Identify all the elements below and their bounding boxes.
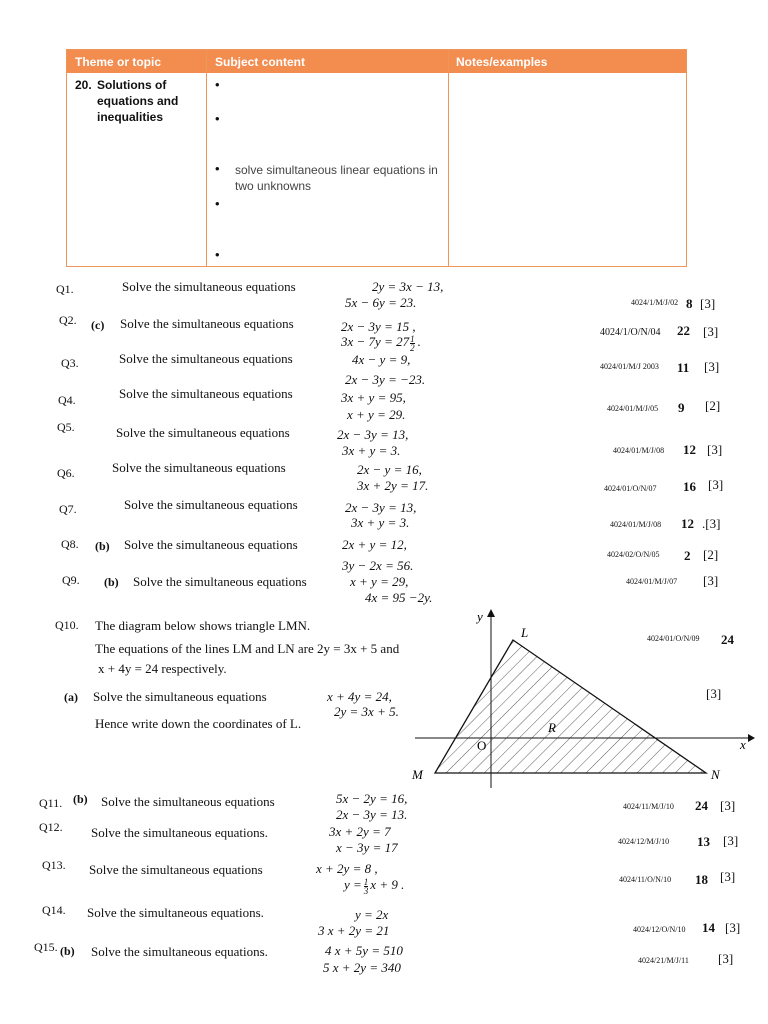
question-text: Solve the simultaneous equations	[101, 794, 275, 809]
question-label: Q1.	[56, 282, 74, 296]
bullet-icon: •	[215, 77, 220, 92]
question-label: Q7.	[59, 502, 77, 516]
paper-code: 4024/01/O/N/07	[604, 484, 657, 493]
question-text: Solve the simultaneous equations	[122, 279, 296, 294]
column-divider	[448, 50, 449, 266]
paper-code: 4024/01/M/J/08	[613, 446, 665, 455]
paper-code: 4024/11/O/N/10	[619, 875, 672, 884]
question-number: 2	[684, 548, 691, 563]
equation: 3 x + 2y = 21	[318, 923, 390, 938]
bullet-icon: •	[215, 161, 220, 176]
part-label: (b)	[104, 575, 119, 589]
question-label: Q12.	[39, 820, 63, 834]
question-label: Q4.	[58, 393, 76, 407]
question-text: Solve the simultaneous equations	[119, 351, 293, 366]
header-subject: Subject content	[215, 55, 306, 69]
question-text: x + 4y = 24 respectively.	[98, 661, 227, 676]
question-label: Q3.	[61, 356, 79, 370]
question-label: Q5.	[57, 420, 75, 434]
equation: y = 2x	[355, 907, 389, 922]
question-text: Solve the simultaneous equations.	[87, 905, 264, 920]
equation: x + 4y = 24,	[327, 689, 392, 704]
origin-label: O	[477, 738, 487, 753]
marks: [3]	[704, 359, 720, 374]
equation: 3x + y = 3.	[342, 443, 401, 458]
marks: [3]	[703, 324, 719, 339]
marks: [3]	[708, 477, 724, 492]
equation: 3x − 7y = 27 $\frac{1}{2}$ .	[341, 333, 421, 353]
question-number: 24	[721, 632, 734, 647]
question-number: 12	[681, 516, 694, 531]
question-text: The equations of the lines LM and LN are 2y = 3x + 5 and	[95, 641, 400, 656]
part-label: (c)	[91, 318, 105, 332]
marks: [3]	[720, 869, 736, 884]
paper-code: 4024/01/M/J/05	[607, 404, 659, 413]
header-theme: Theme or topic	[75, 55, 162, 69]
bullet-icon: •	[215, 111, 220, 126]
equation: 2x − 3y = 15 ,	[341, 319, 416, 334]
equation: 4 x + 5y = 510	[325, 943, 403, 958]
equation: 2y = 3x − 13,	[372, 279, 444, 294]
question-number: 13	[697, 834, 710, 849]
equation: 2x − 3y = −23.	[345, 372, 426, 387]
question-text: Solve the simultaneous equations	[119, 386, 293, 401]
question-text: Solve the simultaneous equations	[133, 574, 307, 589]
equation: 2x − y = 16,	[357, 462, 422, 477]
equation: 2x − 3y = 13.	[336, 807, 408, 822]
paper-code: 4024/12/O/N/10	[633, 925, 686, 934]
question-text: Solve the simultaneous equations	[112, 460, 286, 475]
topic-title: Solutions of equations and inequalities	[97, 78, 179, 124]
question-label: Q13.	[42, 858, 66, 872]
marks: [3]	[703, 573, 719, 588]
question-number: 16	[683, 479, 696, 494]
question-label: Q2.	[59, 313, 77, 327]
bullet-icon: •	[215, 196, 220, 211]
paper-code: 4024/12/M/J/10	[618, 837, 670, 846]
x-axis-arrow	[748, 734, 755, 742]
question-text: Hence write down the coordinates of L.	[95, 716, 302, 731]
paper-code: 4024/01/M/J/07	[626, 577, 678, 586]
question-label: Q9.	[62, 573, 80, 587]
question-number: 14	[702, 920, 715, 935]
bullet-icon: •	[215, 247, 220, 262]
question-label: Q10.	[55, 618, 79, 632]
equation: x + y = 29,	[350, 574, 409, 589]
topic-number: 20.	[75, 78, 92, 92]
question-number: 18	[695, 872, 708, 887]
marks: [3]	[718, 951, 734, 966]
equation: 2x + y = 12,	[342, 537, 407, 552]
region-r-label: R	[548, 720, 556, 735]
question-label: Q8.	[61, 537, 79, 551]
paper-code: 4024/1/M/J/02	[631, 298, 679, 307]
header-notes: Notes/examples	[456, 55, 548, 69]
question-number: 9	[678, 400, 685, 415]
vertex-n-label: N	[711, 767, 720, 782]
equation: 3x + y = 95,	[341, 390, 406, 405]
question-label: Q11.	[39, 796, 63, 810]
syllabus-table	[66, 49, 687, 267]
equation: 4x − y = 9,	[352, 352, 411, 367]
paper-code: 4024/11/M/J/10	[623, 802, 674, 811]
question-label: Q14.	[42, 903, 66, 917]
paper-code: 4024/21/M/J/11	[638, 956, 689, 965]
part-label: (b)	[60, 944, 75, 958]
triangle-diagram	[410, 605, 755, 790]
table-header	[67, 50, 686, 73]
marks: [3]	[706, 686, 722, 701]
equation: y = $\frac{1}{3}$ x + 9 .	[344, 876, 405, 896]
question-text: Solve the simultaneous equations	[89, 862, 263, 877]
question-text: The diagram below shows triangle LMN.	[95, 618, 311, 633]
equation: x + 2y = 8 ,	[316, 861, 378, 876]
equation: 5 x + 2y = 340	[323, 960, 401, 975]
equation: 2x − 3y = 13,	[337, 427, 409, 442]
question-number: 22	[677, 323, 690, 338]
equation: x − 3y = 17	[336, 840, 398, 855]
part-label: (a)	[64, 690, 78, 704]
y-axis-label: y	[477, 609, 483, 624]
equation: 5x − 2y = 16,	[336, 791, 408, 806]
vertex-m-label: M	[412, 767, 423, 782]
question-number: 8	[686, 296, 693, 311]
marks: [3]	[725, 920, 741, 935]
x-axis-label: x	[740, 737, 746, 752]
marks: [3]	[720, 798, 736, 813]
question-text: Solve the simultaneous equations	[124, 537, 298, 552]
vertex-l-label: L	[521, 625, 529, 640]
y-axis-arrow	[487, 609, 495, 617]
part-label: (b)	[73, 792, 88, 806]
equation: x + y = 29.	[347, 407, 406, 422]
question-label: Q6.	[57, 466, 75, 480]
marks: [3]	[700, 296, 716, 311]
equation: 3x + 2y = 17.	[357, 478, 429, 493]
question-text: Solve the simultaneous equations	[120, 316, 294, 331]
marks: [3]	[707, 442, 723, 457]
question-text: Solve the simultaneous equations.	[91, 825, 268, 840]
question-text: Solve the simultaneous equations	[116, 425, 290, 440]
marks: [3]	[723, 833, 739, 848]
equation: 2y = 3x + 5.	[334, 704, 399, 719]
question-number: 12	[683, 442, 696, 457]
marks: [2]	[703, 547, 719, 562]
paper-code: 4024/01/M/J 2003	[600, 362, 659, 371]
equation: 3y − 2x = 56.	[342, 558, 414, 573]
equation: 2x − 3y = 13,	[345, 500, 417, 515]
paper-code: 4024/02/O/N/05	[607, 550, 660, 559]
question-text: Solve the simultaneous equations.	[91, 944, 268, 959]
triangle-lmn	[435, 640, 706, 773]
question-label: Q15.	[34, 940, 58, 954]
marks: .[3]	[702, 516, 721, 531]
paper-code: 4024/01/M/J/08	[610, 520, 662, 529]
equation: 5x − 6y = 23.	[345, 295, 417, 310]
question-text: Solve the simultaneous equations	[93, 689, 267, 704]
equation: 3x + y = 3.	[351, 515, 410, 530]
marks: [2]	[705, 398, 721, 413]
paper-code: 4024/1/O/N/04	[600, 327, 661, 338]
equation: 3x + 2y = 7	[329, 824, 391, 839]
content-text: solve simultaneous linear equations in two unknowns	[235, 163, 438, 193]
question-number: 11	[677, 360, 690, 375]
paper-code: 4024/01/O/N/09	[647, 634, 700, 643]
part-label: (b)	[95, 539, 110, 553]
equation: 4x = 95 −2y.	[365, 590, 433, 605]
question-text: Solve the simultaneous equations	[124, 497, 298, 512]
question-number: 24	[695, 798, 708, 813]
